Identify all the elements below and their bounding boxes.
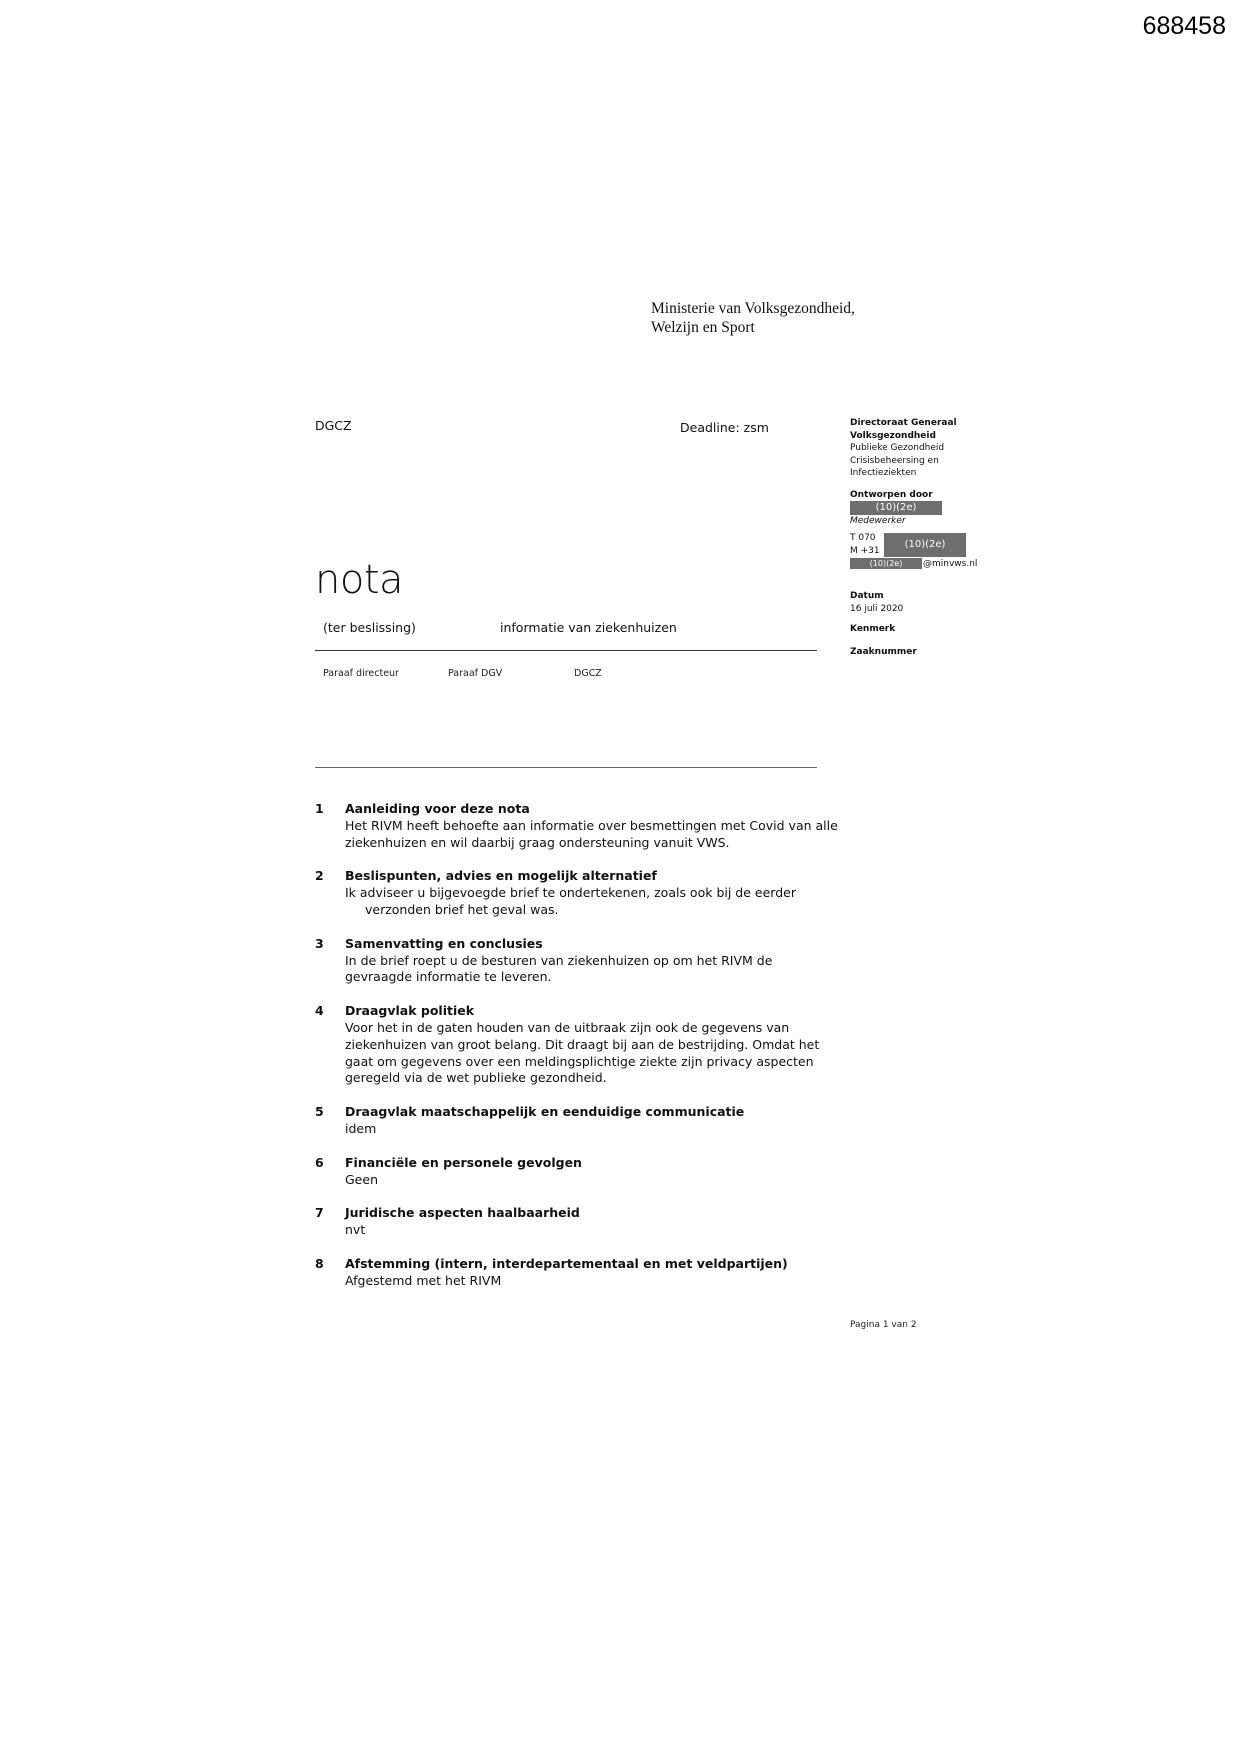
section-4 [315, 1003, 875, 1087]
section-heading: Draagvlak politiek [345, 1003, 475, 1019]
email-row [850, 558, 1000, 571]
section-text-line: ziekenhuizen en wil daarbij graag ondersteuning vanuit VWS. [345, 834, 730, 850]
section-8 [315, 1256, 875, 1290]
redaction-block: (10)(2e) [884, 533, 966, 557]
section-6 [315, 1155, 875, 1189]
date-label: Datum [850, 591, 884, 601]
section-7 [315, 1205, 875, 1239]
role-label: Medewerker [850, 516, 906, 526]
section-text-line: Ik adviseer u bijgevoegde brief te ondertekenen, zoals ook bij de eerder [345, 885, 796, 901]
section-heading: Beslispunten, advies en mogelijk alternatief [345, 868, 657, 884]
section-heading: Draagvlak maatschappelijk en eenduidige communicatie [345, 1104, 745, 1120]
paraaf-director-label: Paraaf directeur [323, 668, 399, 679]
sections [315, 801, 875, 1307]
section-heading: Juridische aspecten haalbaarheid [345, 1205, 580, 1221]
sidebar-info [850, 417, 1000, 658]
section-text-line: geregeld via de wet publieke gezondheid. [345, 1070, 607, 1086]
section-number: 2 [315, 868, 324, 884]
section-number: 5 [315, 1104, 324, 1120]
section-text-line: Voor het in de gaten houden van de uitbraak zijn ook de gegevens van [345, 1019, 790, 1035]
contact-numbers [850, 532, 1000, 558]
section-text-line: verzonden brief het geval was. [365, 901, 559, 917]
kenmerk-label: Kenmerk [850, 624, 896, 634]
deadline: Deadline: zsm [680, 420, 769, 435]
org-line-2: Volksgezondheid [850, 430, 936, 441]
subtitle-subject: informatie van ziekenhuizen [500, 620, 677, 635]
dept-line-1: Publieke Gezondheid [850, 443, 945, 453]
subtitle-status: (ter beslissing) [323, 620, 416, 635]
ministry-line-2: Welzijn en Sport [651, 319, 755, 336]
section-1 [315, 801, 875, 851]
zaaknummer-label: Zaaknummer [850, 646, 917, 657]
section-text-line: nvt [345, 1222, 366, 1238]
section-heading: Samenvatting en conclusies [345, 935, 543, 951]
mobile-label: M +31 [850, 545, 880, 556]
dept-line-2: Crisisbeheersing en [850, 455, 939, 466]
section-heading: Afstemming (intern, interdepartementaal en met veldpartijen) [345, 1255, 788, 1271]
section-text-line: Geen [345, 1171, 378, 1187]
section-number: 7 [315, 1205, 324, 1221]
designed-by-label: Ontworpen door [850, 489, 933, 500]
divider [315, 650, 817, 651]
section-3 [315, 936, 875, 986]
dept-line-3: Infectieziekten [850, 468, 917, 478]
section-heading: Financiële en personele gevolgen [345, 1154, 582, 1170]
date-value: 16 juli 2020 [850, 603, 904, 614]
org-line-1: Directoraat Generaal [850, 418, 957, 428]
section-text-line: Afgestemd met het RIVM [345, 1272, 502, 1288]
section-text-line: idem [345, 1120, 377, 1136]
divider [315, 767, 817, 768]
paraaf-dgcz-label: DGCZ [574, 668, 602, 679]
section-text-line: gaat om gegevens over een meldingsplichtige ziekte zijn privacy aspecten [345, 1053, 814, 1069]
phone-label: T 070 [850, 532, 876, 543]
page-title: nota [315, 557, 404, 603]
section-number: 6 [315, 1154, 324, 1170]
ministry-line-1: Ministerie van Volksgezondheid, [651, 300, 855, 317]
page-number: Pagina 1 van 2 [850, 1320, 917, 1330]
section-text-line: Het RIVM heeft behoefte aan informatie over besmettingen met Covid van alle [345, 817, 838, 833]
section-number: 8 [315, 1255, 324, 1271]
email-domain: @minvws.nl [923, 558, 978, 569]
section-text-line: ziekenhuizen van groot belang. Dit draagt bij aan de bestrijding. Omdat het [345, 1036, 820, 1052]
redaction-block: (10)(2e) [850, 501, 942, 515]
paraaf-dgv-label: Paraaf DGV [448, 668, 503, 679]
redaction-block: (10)(2e) [850, 558, 922, 569]
section-2 [315, 868, 875, 918]
ministry-logo-text [651, 299, 855, 337]
section-number: 1 [315, 801, 324, 816]
section-heading: Aanleiding voor deze nota [345, 801, 530, 816]
section-number: 3 [315, 935, 324, 951]
department-code: DGCZ [315, 418, 352, 433]
section-5 [315, 1104, 875, 1138]
section-number: 4 [315, 1003, 324, 1019]
document-number: 688458 [1142, 12, 1226, 40]
section-text-line: gevraagde informatie te leveren. [345, 969, 552, 985]
section-text-line: In de brief roept u de besturen van ziekenhuizen op om het RIVM de [345, 952, 773, 968]
